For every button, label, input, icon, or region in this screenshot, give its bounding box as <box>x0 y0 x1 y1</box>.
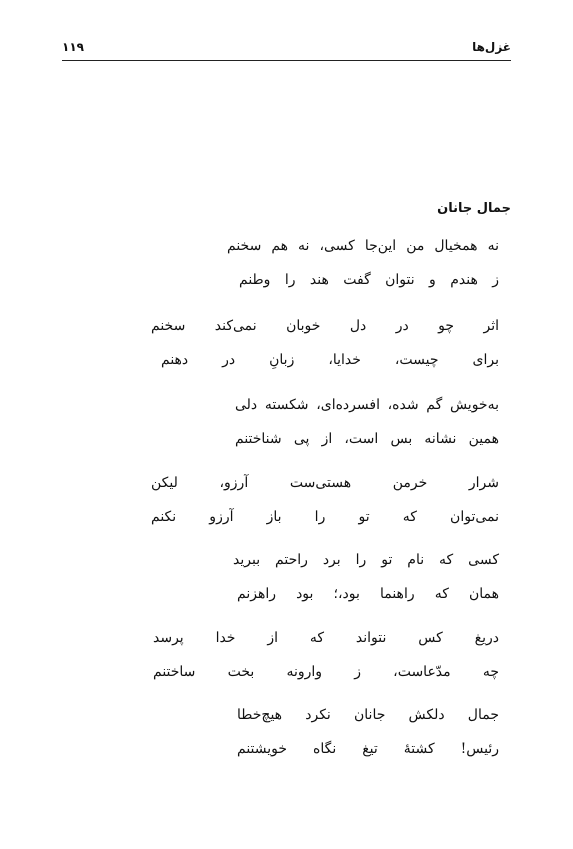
verse-line: نه همخیال من این‌جا کسی، نه هم سخنم <box>227 238 499 254</box>
page-number: ۱۱۹ <box>62 40 84 54</box>
verse-line: نمی‌توان که تو را باز آرزو نکنم <box>151 509 499 525</box>
verse-line: همان که راهنما بود،؛ بود راهزنم <box>237 586 499 602</box>
verse-line: کسی که نام تو را برد راحتم ببرید <box>233 552 499 568</box>
verse-line: رئیس! کشتهٔ تیغ نگاه خویشتنم <box>237 741 499 757</box>
verse-line: جمال دلکش جانان نکرد هیچ‌خطا <box>237 707 499 723</box>
verse-line: برای چیست، خدایا، زبانِ در دهنم <box>161 352 499 368</box>
verse-line: چه مدّعاست، ز وارونه بخت ساختنم <box>153 664 499 680</box>
poem-title: جمال جانان <box>437 201 511 216</box>
running-header <box>62 36 511 61</box>
section-title: غزل‌ها <box>472 40 511 54</box>
verse-line: ز هندم و نتوان گفت هند را وطنم <box>239 272 499 288</box>
verse-line: شرار خرمن هستی‌ست آرزو، لیکن <box>151 475 499 491</box>
verse-line: اثر چو در دل خوبان نمی‌کند سخنم <box>151 318 499 334</box>
verse-line: به‌خویش گم شده، افسرده‌ای، شکسته دلی <box>235 397 499 413</box>
verse-line: دریغ کس نتواند که از خدا پرسد <box>153 630 499 646</box>
verse-line: همین نشانه بس است، از پی شناختنم <box>235 431 499 447</box>
